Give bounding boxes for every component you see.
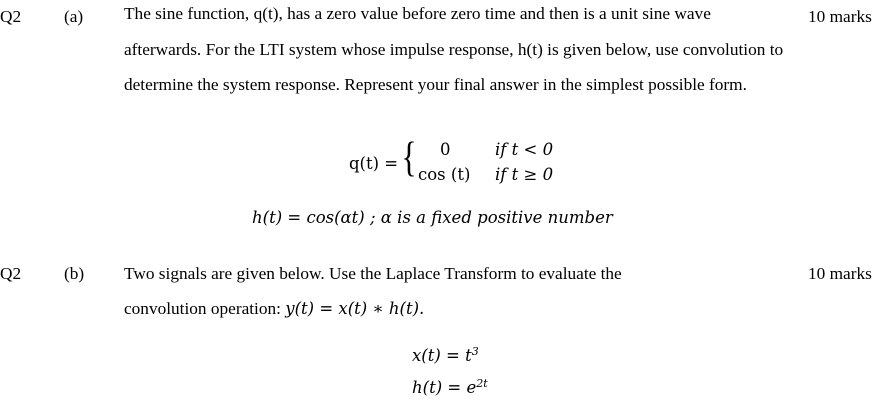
left-brace: {: [401, 135, 417, 181]
case2-condition: if t ≥ 0: [495, 165, 554, 184]
h-equation-a: h(t) = cos(αt) ; α is a fixed positive number: [252, 208, 613, 227]
question-number-b: Q2: [0, 264, 22, 283]
question-number-a: Q2: [0, 7, 22, 26]
case1-condition: if t < 0: [495, 140, 554, 159]
question-b-line2-text: convolution operation:: [124, 299, 286, 318]
x-exponent: 3: [471, 345, 479, 358]
q-lhs: q(t) =: [349, 154, 399, 173]
question-part-a: (a): [64, 7, 84, 26]
marks-a: 10 marks: [808, 7, 872, 26]
marks-b: 10 marks: [808, 264, 872, 283]
question-a-paragraph: [124, 0, 792, 103]
question-b-line1: Two signals are given below. Use the Laplace Transform to evaluate the: [124, 264, 622, 283]
question-part-b: (b): [64, 264, 85, 283]
convolution-expression: y(t) = x(t) ∗ h(t).: [285, 299, 425, 318]
case2-value: cos (t): [418, 165, 471, 184]
h-exponent: 2t: [476, 377, 488, 390]
question-a-text: The sine function, q(t), has a zero value before zero time and then is a unit sine wave afterwards. For the LTI system whose impulse response, h(t) is given below, use convolution to determine the system response. Represent your final answer in the simplest possible form.: [124, 4, 784, 94]
h-equation-base: h(t) = e: [412, 378, 477, 397]
question-b-line2: [124, 299, 424, 319]
case1-value: 0: [440, 140, 451, 159]
h-equation-b: [412, 377, 488, 397]
x-equation: [412, 345, 479, 365]
x-equation-base: x(t) = t: [412, 346, 472, 365]
